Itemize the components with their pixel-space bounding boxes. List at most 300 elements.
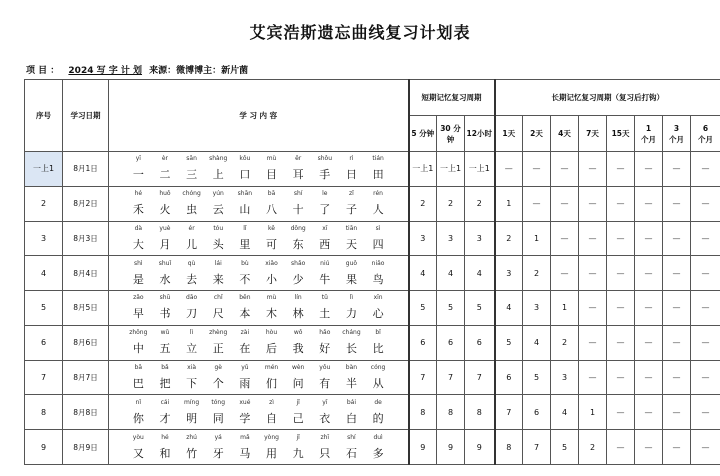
pinyin: duì (373, 433, 383, 441)
character: 多 (372, 446, 384, 460)
pinyin: tóng (211, 398, 226, 406)
review-cell: 8 (437, 395, 465, 430)
pinyin: sān (186, 155, 197, 163)
header-month-num: 3 (673, 123, 680, 133)
character-line (109, 236, 408, 252)
review-cell: 7 (465, 360, 495, 395)
review-cell: 2 (579, 430, 607, 465)
review-cell: — (635, 152, 663, 187)
character: 牙 (212, 446, 224, 460)
row-seq: 6 (25, 325, 63, 360)
character: 比 (372, 342, 384, 356)
review-cell: — (691, 256, 720, 291)
review-cell: 7 (409, 360, 437, 395)
character: 问 (292, 376, 304, 390)
pinyin: èr (161, 155, 169, 163)
review-cell: 一上1 (409, 152, 437, 187)
character: 口 (239, 168, 251, 182)
review-cell: 6 (523, 395, 551, 430)
pinyin: lì (189, 329, 194, 337)
review-cell: 7 (495, 395, 523, 430)
review-cell: 4 (465, 256, 495, 291)
pinyin: jǐ (296, 398, 300, 406)
character: 你 (132, 411, 144, 425)
review-cell: 2 (437, 186, 465, 221)
review-cell: — (551, 186, 579, 221)
pinyin: mén (264, 363, 279, 371)
pinyin: yún (212, 190, 224, 198)
pinyin: yǒu (319, 363, 331, 371)
row-seq: 5 (25, 291, 63, 326)
character: 又 (132, 446, 144, 460)
pinyin: tǔ (321, 294, 328, 302)
character: 头 (212, 237, 224, 251)
pinyin: zǐ (349, 190, 354, 198)
project-label: 项 目 ： (26, 66, 60, 76)
review-cell: 一上1 (437, 152, 465, 187)
review-cell: — (635, 256, 663, 291)
pinyin: hǎo (319, 329, 331, 337)
review-cell: 5 (523, 360, 551, 395)
review-cell: — (607, 430, 635, 465)
table-row (25, 325, 720, 360)
review-cell: — (551, 152, 579, 187)
review-cell: — (523, 152, 551, 187)
character: 雨 (239, 376, 251, 390)
review-cell: — (691, 430, 720, 465)
review-cell: — (607, 256, 635, 291)
pinyin: nǐ (135, 398, 142, 406)
character: 下 (186, 376, 198, 390)
header-long-4: 15天 (607, 116, 635, 152)
pinyin: bù (241, 259, 249, 267)
project-source: 来源：微博博主：新片菌 (149, 66, 249, 76)
header-short-term: 短期记忆复习周期 (409, 80, 495, 116)
row-date: 8月7日 (63, 360, 109, 395)
review-cell: — (607, 152, 635, 187)
row-seq: 9 (25, 430, 63, 465)
review-cell: — (523, 186, 551, 221)
character: 一 (132, 168, 144, 182)
character: 木 (266, 307, 278, 321)
pinyin-line (109, 190, 408, 197)
pinyin: de (374, 398, 382, 406)
pinyin: dà (134, 224, 143, 232)
table-row (25, 291, 720, 326)
character: 山 (239, 203, 251, 217)
row-date: 8月4日 (63, 256, 109, 291)
pinyin: gè (214, 363, 222, 371)
table-row (25, 360, 720, 395)
pinyin: wèn (291, 363, 305, 371)
character: 早 (132, 307, 144, 321)
review-cell: 3 (465, 221, 495, 256)
review-cell: 5 (551, 430, 579, 465)
character: 土 (319, 307, 331, 321)
review-cell: 6 (409, 325, 437, 360)
review-cell: 2 (495, 221, 523, 256)
character: 把 (159, 376, 171, 390)
character: 人 (372, 203, 384, 217)
pinyin: cóng (370, 363, 386, 371)
review-cell: 9 (409, 430, 437, 465)
character-line (109, 410, 408, 426)
character: 明 (186, 411, 198, 425)
review-cell: 8 (465, 395, 495, 430)
review-cell: 3 (523, 291, 551, 326)
pinyin: xià (187, 363, 197, 371)
pinyin: shǎo (291, 259, 306, 267)
pinyin: lái (214, 259, 222, 267)
review-cell: — (635, 430, 663, 465)
character: 水 (159, 272, 171, 286)
header-month-unit: 个月 (698, 134, 714, 144)
character: 本 (239, 307, 251, 321)
review-cell: — (663, 430, 691, 465)
character-line (109, 271, 408, 287)
review-cell: 3 (409, 221, 437, 256)
pinyin: zhú (186, 433, 197, 441)
character: 学 (239, 411, 251, 425)
pinyin: kě (268, 224, 275, 232)
review-cell: — (691, 291, 720, 326)
row-content (109, 360, 409, 395)
review-cell: — (635, 291, 663, 326)
character: 正 (212, 342, 224, 356)
review-cell: — (579, 256, 607, 291)
header-long-2: 4天 (551, 116, 579, 152)
review-cell: — (691, 186, 720, 221)
character: 中 (132, 342, 144, 356)
review-cell: — (635, 186, 663, 221)
character: 东 (292, 237, 304, 251)
review-cell: 4 (551, 395, 579, 430)
character: 儿 (186, 237, 198, 251)
character: 果 (345, 272, 357, 286)
header-date: 学习日期 (63, 80, 109, 152)
character: 五 (159, 342, 171, 356)
pinyin: shān (237, 190, 253, 198)
header-month-unit: 个月 (669, 134, 685, 144)
character: 日 (345, 168, 357, 182)
character: 半 (345, 376, 357, 390)
character: 三 (186, 168, 198, 182)
project-value: 2024 写 字 计 划 (68, 66, 143, 76)
character: 子 (345, 203, 357, 217)
pinyin: shí (293, 190, 303, 198)
pinyin: yī (322, 398, 328, 406)
header-month-unit: 个月 (641, 134, 657, 144)
header-month-num: 6 (702, 123, 709, 133)
row-seq: 8 (25, 395, 63, 430)
pinyin: zǎo (133, 294, 144, 302)
review-cell: 4 (495, 291, 523, 326)
pinyin: dōng (290, 224, 306, 232)
pinyin: cháng (342, 329, 361, 337)
pinyin: hòu (265, 329, 278, 337)
pinyin: cái (160, 398, 170, 406)
character: 来 (212, 272, 224, 286)
pinyin: bǎ (161, 363, 169, 371)
character: 只 (319, 446, 331, 460)
review-cell: — (607, 395, 635, 430)
review-cell: 7 (523, 430, 551, 465)
review-cell: 7 (437, 360, 465, 395)
review-cell: — (551, 256, 579, 291)
review-cell: — (607, 325, 635, 360)
character: 禾 (132, 203, 144, 217)
pinyin: shàng (209, 155, 228, 163)
row-seq: 3 (25, 221, 63, 256)
character: 四 (372, 237, 384, 251)
header-long-term: 长期记忆复习周期（复习后打钩） (495, 80, 720, 116)
review-cell: 5 (437, 291, 465, 326)
row-content (109, 325, 409, 360)
review-cell: — (579, 291, 607, 326)
character: 月 (159, 237, 171, 251)
pinyin: zhèng (209, 329, 228, 337)
review-cell: — (663, 395, 691, 430)
pinyin: rén (373, 190, 383, 198)
review-cell: — (607, 291, 635, 326)
pinyin: guǒ (345, 259, 358, 267)
pinyin: yòng (264, 433, 279, 441)
review-cell: 1 (551, 291, 579, 326)
review-cell: — (663, 325, 691, 360)
pinyin: bā (134, 363, 143, 371)
pinyin: niú (320, 259, 330, 267)
character: 林 (292, 307, 304, 321)
character: 是 (132, 272, 144, 286)
character: 立 (186, 342, 198, 356)
header-month-1 (663, 116, 691, 152)
character: 十 (292, 203, 304, 217)
row-seq: 4 (25, 256, 63, 291)
character-line (109, 305, 408, 321)
character: 有 (319, 376, 331, 390)
pinyin: wǒ (293, 329, 303, 337)
review-cell: 6 (465, 325, 495, 360)
table-row (25, 256, 720, 291)
character: 马 (239, 446, 251, 460)
review-cell: — (663, 221, 691, 256)
review-cell: 2 (523, 256, 551, 291)
character: 心 (372, 307, 384, 321)
review-cell: — (607, 360, 635, 395)
character: 在 (239, 342, 251, 356)
review-cell: 5 (409, 291, 437, 326)
pinyin: lín (294, 294, 302, 302)
character: 好 (319, 342, 331, 356)
character: 九 (292, 446, 304, 460)
pinyin: xué (239, 398, 251, 406)
character: 刀 (186, 307, 198, 321)
character: 用 (266, 446, 278, 460)
review-cell: — (579, 221, 607, 256)
row-content (109, 152, 409, 187)
row-seq: 7 (25, 360, 63, 395)
pinyin: yī (135, 155, 141, 163)
row-date: 8月8日 (63, 395, 109, 430)
pinyin: zhōng (129, 329, 148, 337)
row-content (109, 186, 409, 221)
row-date: 8月1日 (63, 152, 109, 187)
row-date: 8月3日 (63, 221, 109, 256)
review-cell: — (579, 186, 607, 221)
pinyin: shuǐ (158, 259, 172, 267)
character: 个 (212, 376, 224, 390)
review-cell: — (579, 152, 607, 187)
pinyin: chóng (182, 190, 201, 198)
pinyin: zài (240, 329, 250, 337)
pinyin: yá (214, 433, 222, 441)
review-cell: 4 (409, 256, 437, 291)
review-cell: — (663, 360, 691, 395)
character: 西 (319, 237, 331, 251)
pinyin: tóu (213, 224, 224, 232)
review-cell: 4 (523, 325, 551, 360)
row-date: 8月9日 (63, 430, 109, 465)
character: 巴 (132, 376, 144, 390)
pinyin: hé (161, 433, 169, 441)
review-cell: 2 (551, 325, 579, 360)
review-cell: 3 (437, 221, 465, 256)
review-cell: — (635, 325, 663, 360)
pinyin: hé (134, 190, 143, 198)
pinyin: yǔ (241, 363, 249, 371)
character: 力 (345, 307, 357, 321)
pinyin: míng (184, 398, 200, 406)
character: 可 (266, 237, 278, 251)
review-cell: — (663, 256, 691, 291)
character-line (109, 340, 408, 356)
review-cell: — (579, 325, 607, 360)
review-cell: 8 (409, 395, 437, 430)
review-cell: — (691, 221, 720, 256)
table-row (25, 430, 720, 465)
header-short-0: 5 分钟 (409, 116, 437, 152)
review-cell: — (691, 360, 720, 395)
header-month-0 (635, 116, 663, 152)
pinyin: běn (239, 294, 251, 302)
character: 天 (345, 237, 357, 251)
character: 目 (266, 168, 278, 182)
character: 们 (266, 376, 278, 390)
pinyin-line (109, 329, 408, 336)
character: 小 (266, 272, 278, 286)
pinyin-line (109, 434, 408, 441)
review-cell: — (635, 360, 663, 395)
review-cell: 4 (437, 256, 465, 291)
character: 火 (159, 203, 171, 217)
page-title: 艾宾浩斯遗忘曲线复习计划表 (249, 23, 471, 42)
pinyin: shì (134, 259, 143, 267)
pinyin: qù (187, 259, 196, 267)
character: 大 (132, 237, 144, 251)
review-cell: — (663, 186, 691, 221)
pinyin: wǔ (160, 329, 170, 337)
pinyin-line (109, 155, 408, 162)
header-month-num: 1 (645, 123, 652, 133)
character: 己 (292, 411, 304, 425)
pinyin: yòu (132, 433, 144, 441)
pinyin: bǐ (375, 329, 381, 337)
character: 自 (266, 411, 278, 425)
pinyin: mǎ (240, 433, 250, 441)
character: 尺 (212, 307, 224, 321)
review-cell: — (495, 152, 523, 187)
character: 耳 (292, 168, 304, 182)
review-cell: — (635, 221, 663, 256)
character: 后 (266, 342, 278, 356)
review-cell: — (691, 395, 720, 430)
header-month-2 (691, 116, 720, 152)
pinyin: chǐ (213, 294, 223, 302)
review-cell: — (579, 360, 607, 395)
character: 上 (212, 168, 224, 182)
review-cell: — (607, 186, 635, 221)
pinyin: lì (349, 294, 354, 302)
pinyin: lǐ (243, 224, 247, 232)
pinyin: kǒu (239, 155, 251, 163)
review-cell: 1 (523, 221, 551, 256)
character: 的 (372, 411, 384, 425)
review-cell: 9 (437, 430, 465, 465)
review-cell: 1 (495, 186, 523, 221)
pinyin: xīn (373, 294, 383, 302)
character: 衣 (319, 411, 331, 425)
review-cell: — (551, 221, 579, 256)
character: 虫 (186, 203, 198, 217)
pinyin: ěr (295, 155, 302, 163)
header-long-1: 2天 (523, 116, 551, 152)
pinyin: mù (266, 155, 277, 163)
row-content (109, 291, 409, 326)
character: 里 (239, 237, 251, 251)
header-seq: 序号 (25, 80, 63, 152)
row-date: 8月5日 (63, 291, 109, 326)
row-seq: 2 (25, 186, 63, 221)
review-plan-table (24, 79, 720, 465)
pinyin: shū (159, 294, 171, 302)
pinyin-line (109, 364, 408, 371)
review-cell: 6 (437, 325, 465, 360)
review-cell: — (635, 395, 663, 430)
pinyin-line (109, 294, 408, 301)
row-content (109, 430, 409, 465)
character: 鸟 (372, 272, 384, 286)
review-cell: — (691, 152, 720, 187)
character: 牛 (319, 272, 331, 286)
project-line (26, 63, 248, 76)
pinyin: shí (347, 433, 356, 441)
character: 云 (212, 203, 224, 217)
character: 竹 (186, 446, 198, 460)
pinyin: xiǎo (265, 259, 278, 267)
header-long-0: 1天 (495, 116, 523, 152)
review-cell: 2 (409, 186, 437, 221)
character: 八 (266, 203, 278, 217)
pinyin: rì (349, 155, 354, 163)
review-cell: 3 (495, 256, 523, 291)
review-cell: — (607, 221, 635, 256)
character-line (109, 445, 408, 461)
pinyin: tián (372, 155, 384, 163)
pinyin: dāo (186, 294, 198, 302)
review-cell: 3 (551, 360, 579, 395)
pinyin: sì (375, 224, 381, 232)
pinyin: shǒu (317, 155, 332, 163)
